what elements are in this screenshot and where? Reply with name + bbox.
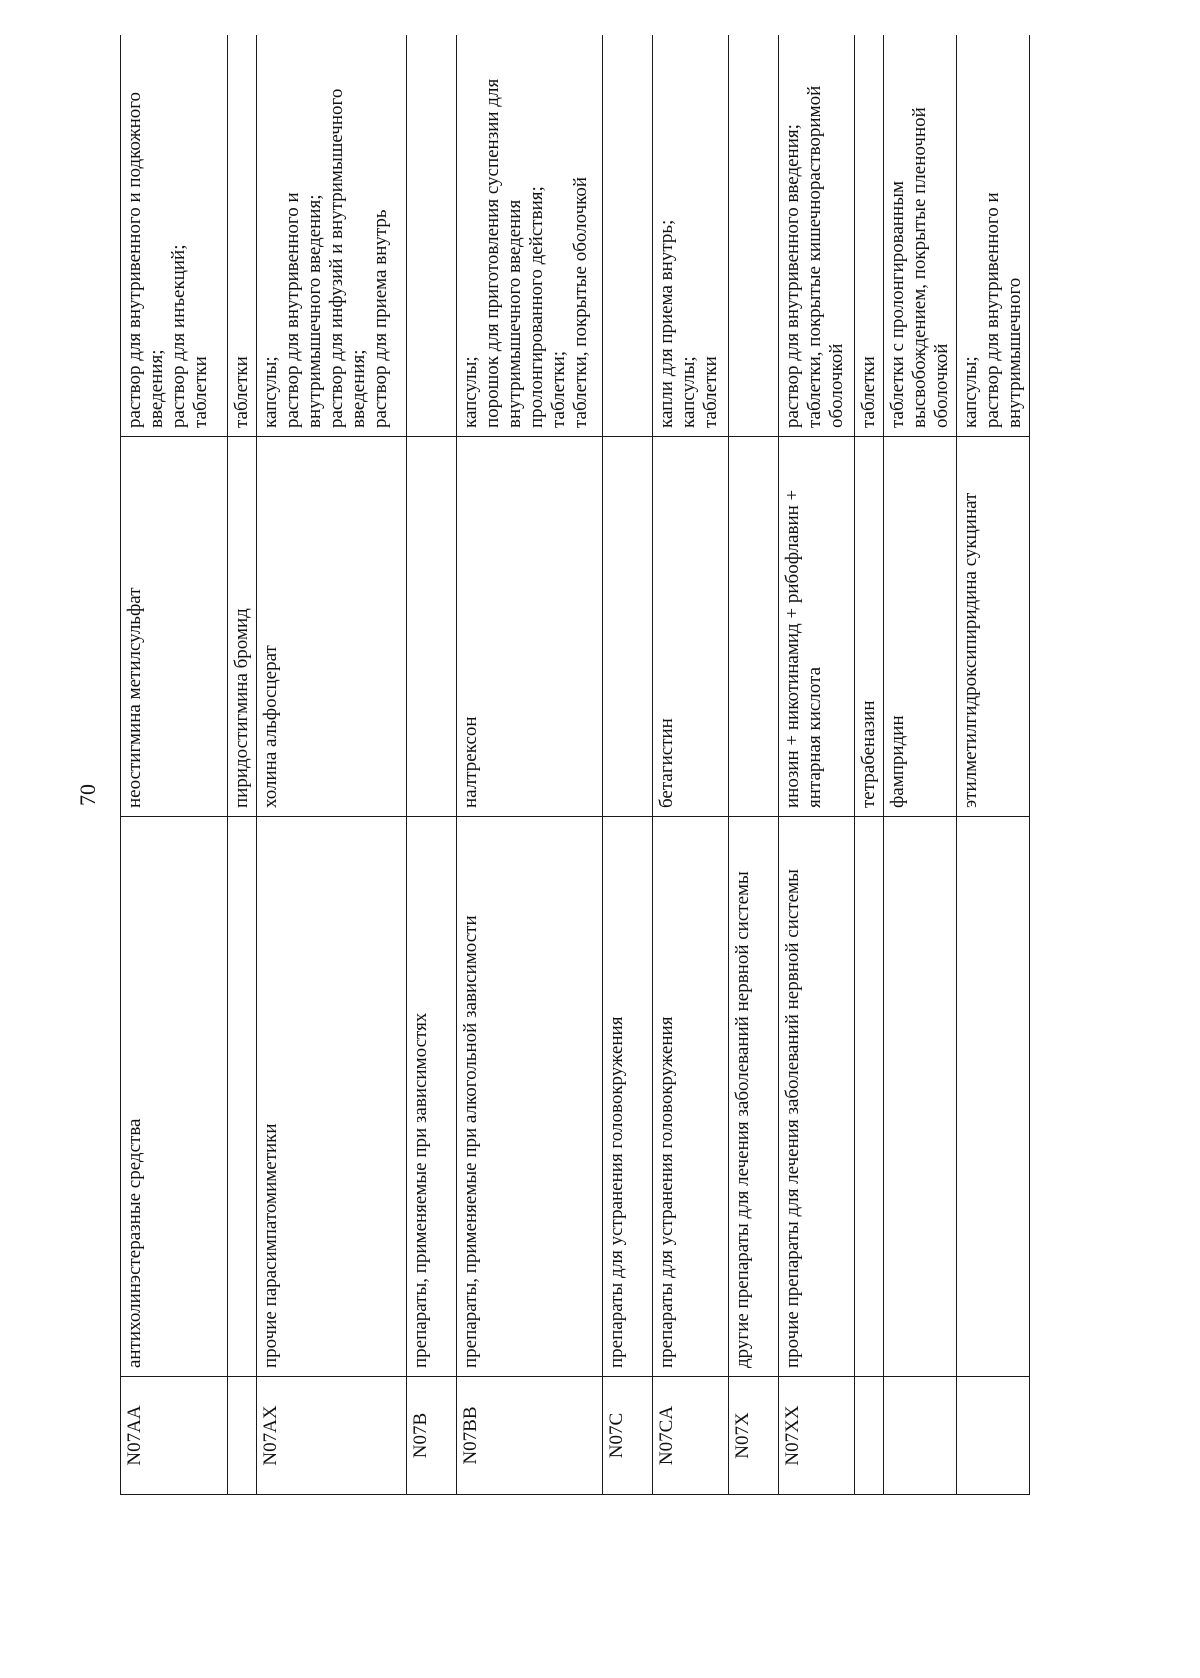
page-number: 70 [75, 784, 100, 806]
drug-name-cell [407, 437, 457, 817]
table-row [653, 35, 729, 1495]
atc-code-cell [855, 1377, 884, 1495]
dosage-forms-cell [457, 35, 603, 437]
table-wrap [120, 35, 1040, 1495]
drug-name-cell: неостигмина метилсульфат [121, 437, 228, 817]
dosage-form: порошок для приготовления суспензии для внутримышечного введения пролонгированного действия; [482, 78, 547, 428]
group-cell: антихолинэстеразные средства [121, 817, 228, 1377]
drug-name-cell: инозин + никотинамид + рибофлавин + янтарная кислота [779, 437, 855, 817]
dosage-forms-cell [957, 35, 1030, 437]
dosage-form: таблетки [700, 356, 721, 428]
dosage-form: таблетки [190, 356, 211, 428]
drug-name-cell: фампридин [884, 437, 957, 817]
drug-name-cell: тетрабеназин [855, 437, 884, 817]
drug-table [120, 35, 1030, 1495]
drug-name-cell: налтрексон [457, 437, 603, 817]
dosage-forms-cell [407, 35, 457, 437]
dosage-form: раствор для внутривенного и внутримышечного [982, 192, 1025, 428]
atc-code-cell [228, 1377, 257, 1495]
table-row [884, 35, 957, 1495]
atc-code-cell: N07AA [121, 1377, 228, 1495]
drug-name-cell: пиридостигмина бромид [228, 437, 257, 817]
dosage-form: раствор для инфузий и внутримышечного введения; [326, 88, 369, 428]
table-row [228, 35, 257, 1495]
dosage-form: капсулы; [678, 356, 699, 428]
table-row [729, 35, 779, 1495]
table-body [121, 35, 1030, 1495]
dosage-form: таблетки с пролонгированным высвобождением, покрытые пленочной оболочкой [887, 107, 952, 428]
dosage-form: капсулы; [260, 356, 281, 428]
table-row [121, 35, 228, 1495]
dosage-forms-cell [228, 35, 257, 437]
group-cell [957, 817, 1030, 1377]
dosage-form: таблетки; [548, 350, 569, 428]
drug-name-cell: бетагистин [653, 437, 729, 817]
dosage-form: таблетки, покрытые оболочкой [570, 176, 591, 428]
dosage-forms-cell [884, 35, 957, 437]
atc-code-cell: N07XX [779, 1377, 855, 1495]
dosage-forms-cell [779, 35, 855, 437]
dosage-form: капли для приема внутрь; [656, 219, 677, 428]
dosage-forms-cell [729, 35, 779, 437]
atc-code-cell: N07C [603, 1377, 653, 1495]
atc-code-cell [884, 1377, 957, 1495]
dosage-form: раствор для внутривенного и подкожного введения; [124, 91, 167, 428]
table-row [457, 35, 603, 1495]
group-cell: препараты для устранения головокружения [603, 817, 653, 1377]
dosage-forms-cell [855, 35, 884, 437]
group-cell: прочие препараты для лечения заболеваний нервной системы [779, 817, 855, 1377]
table-row [603, 35, 653, 1495]
dosage-forms-cell [653, 35, 729, 437]
dosage-form: раствор для инъекций; [168, 244, 189, 428]
atc-code-cell: N07CA [653, 1377, 729, 1495]
dosage-forms-cell [257, 35, 407, 437]
table-row [957, 35, 1030, 1495]
atc-code-cell: N07X [729, 1377, 779, 1495]
atc-code-cell: N07BB [457, 1377, 603, 1495]
atc-code-cell: N07B [407, 1377, 457, 1495]
atc-code-cell [957, 1377, 1030, 1495]
group-cell: препараты, применяемые при зависимостях [407, 817, 457, 1377]
drug-name-cell [603, 437, 653, 817]
drug-name-cell: холина альфосцерат [257, 437, 407, 817]
group-cell: препараты для устранения головокружения [653, 817, 729, 1377]
dosage-form: раствор для внутривенного и внутримышечного введения; [282, 192, 325, 428]
dosage-form: таблетки [231, 356, 252, 428]
group-cell [855, 817, 884, 1377]
dosage-form: раствор для приема внутрь [370, 209, 391, 428]
table-row [407, 35, 457, 1495]
group-cell: прочие парасимпатомиметики [257, 817, 407, 1377]
dosage-form: таблетки [858, 356, 879, 428]
dosage-form: таблетки, покрытые кишечнорастворимой оболочкой [804, 85, 847, 428]
group-cell [884, 817, 957, 1377]
group-cell: препараты, применяемые при алкогольной зависимости [457, 817, 603, 1377]
table-row [257, 35, 407, 1495]
dosage-form: капсулы; [460, 356, 481, 428]
dosage-forms-cell [603, 35, 653, 437]
dosage-forms-cell [121, 35, 228, 437]
group-cell [228, 817, 257, 1377]
dosage-form: раствор для внутривенного введения; [782, 124, 803, 428]
table-rotator [120, 35, 1040, 1495]
drug-name-cell: этилметилгидроксипиридина сукцинат [957, 437, 1030, 817]
table-row [779, 35, 855, 1495]
group-cell: другие препараты для лечения заболеваний нервной системы [729, 817, 779, 1377]
table-row [855, 35, 884, 1495]
dosage-form: капсулы; [960, 356, 981, 428]
atc-code-cell: N07AX [257, 1377, 407, 1495]
drug-name-cell [729, 437, 779, 817]
